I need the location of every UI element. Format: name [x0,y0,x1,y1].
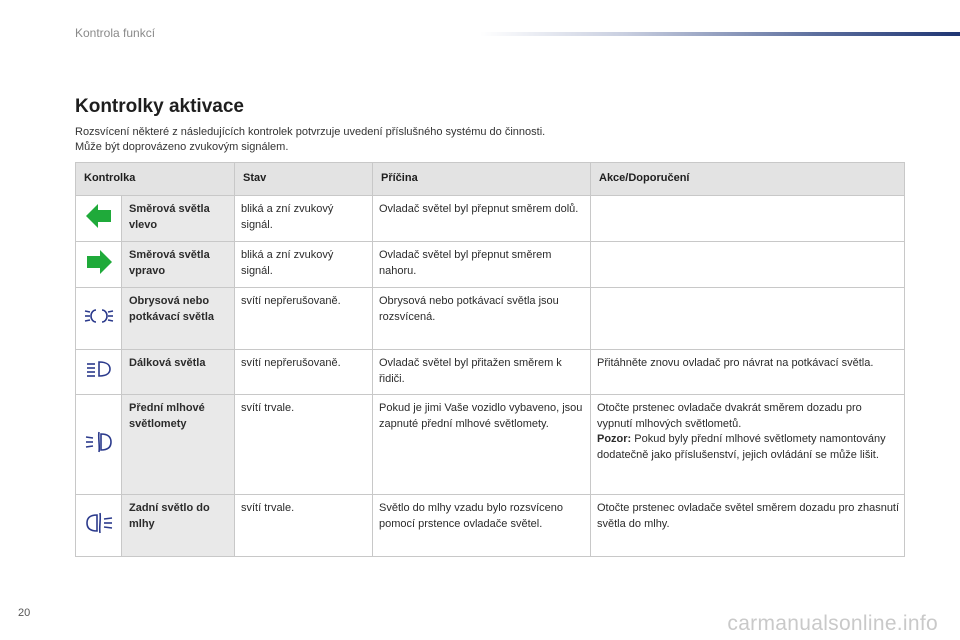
table-header-row [76,163,905,196]
lamp-akce [591,242,905,288]
lamp-name: Obrysová nebo potkávací světla [122,288,235,350]
header-stav: Stav [235,163,373,196]
lamp-stav: bliká a zní zvukový signál. [235,242,373,288]
intro-line-1: Rozsvícení některé z následujících kontrolek potvrzuje uvedení příslušného systému do činnosti. [75,126,546,138]
lamp-pricina: Ovladač světel byl přitažen směrem k řidiči. [373,350,591,395]
section-label: Kontrola funkcí [75,26,156,40]
sidelights-icon [84,301,114,331]
table-row [76,288,905,350]
page-title: Kontrolky aktivace [75,96,244,117]
header-akce: Akce/Doporučení [591,163,905,196]
lamp-stav: svítí trvale. [235,495,373,557]
table-row [76,395,905,495]
akce-note: Pokud byly přední mlhové světlomety namontovány dodatečně jako příslušenství, jejich ovládání se může lišit. [597,433,886,461]
lamp-pricina: Ovladač světel byl přepnut směrem dolů. [373,196,591,242]
header-accent-bar [480,32,960,36]
lamp-pricina: Pokud je jimi Vaše vozidlo vybaveno, jsou zapnuté přední mlhové světlomety. [373,395,591,495]
lamp-stav: svítí trvale. [235,395,373,495]
lamp-pricina: Světlo do mlhy vzadu bylo rozsvíceno pomocí prstence ovladače světel. [373,495,591,557]
table-row [76,242,905,288]
header-pricina: Příčina [373,163,591,196]
lamp-name: Zadní světlo do mlhy [122,495,235,557]
table-row [76,350,905,395]
table-row [76,495,905,557]
front-fog-icon [84,427,114,457]
lamp-stav: bliká a zní zvukový signál. [235,196,373,242]
lamp-akce [591,395,905,495]
page-number: 20 [18,607,31,619]
lamp-name: Směrová světla vpravo [122,242,235,288]
watermark: carmanualsonline.info [727,612,938,635]
right-arrow-icon [84,247,114,277]
intro-line-2: Může být doprovázeno zvukovým signálem. [75,141,289,153]
lamp-stav: svítí nepřerušovaně. [235,350,373,395]
left-arrow-icon [84,201,114,231]
rear-fog-icon [84,508,114,538]
lamp-akce: Otočte prstenec ovladače světel směrem dozadu pro zhasnutí světla do mlhy. [591,495,905,557]
table-row [76,196,905,242]
lamp-stav: svítí nepřerušovaně. [235,288,373,350]
lamp-akce [591,288,905,350]
lamp-name: Přední mlhové světlomety [122,395,235,495]
lamp-akce: Přitáhněte znovu ovladač pro návrat na potkávací světla. [591,350,905,395]
akce-note-label: Pozor: [597,433,632,445]
lamp-name: Směrová světla vlevo [122,196,235,242]
lamp-akce [591,196,905,242]
lamp-pricina: Obrysová nebo potkávací světla jsou rozsvícená. [373,288,591,350]
intro-text [75,125,545,155]
lamp-name: Dálková světla [122,350,235,395]
akce-text: Otočte prstenec ovladače dvakrát směrem dozadu pro vypnutí mlhových světlometů. [597,402,862,430]
warning-lamps-table [75,162,905,557]
lamp-pricina: Ovladač světel byl přepnut směrem nahoru. [373,242,591,288]
header-kontrolka: Kontrolka [76,163,235,196]
main-beam-icon [84,354,114,384]
